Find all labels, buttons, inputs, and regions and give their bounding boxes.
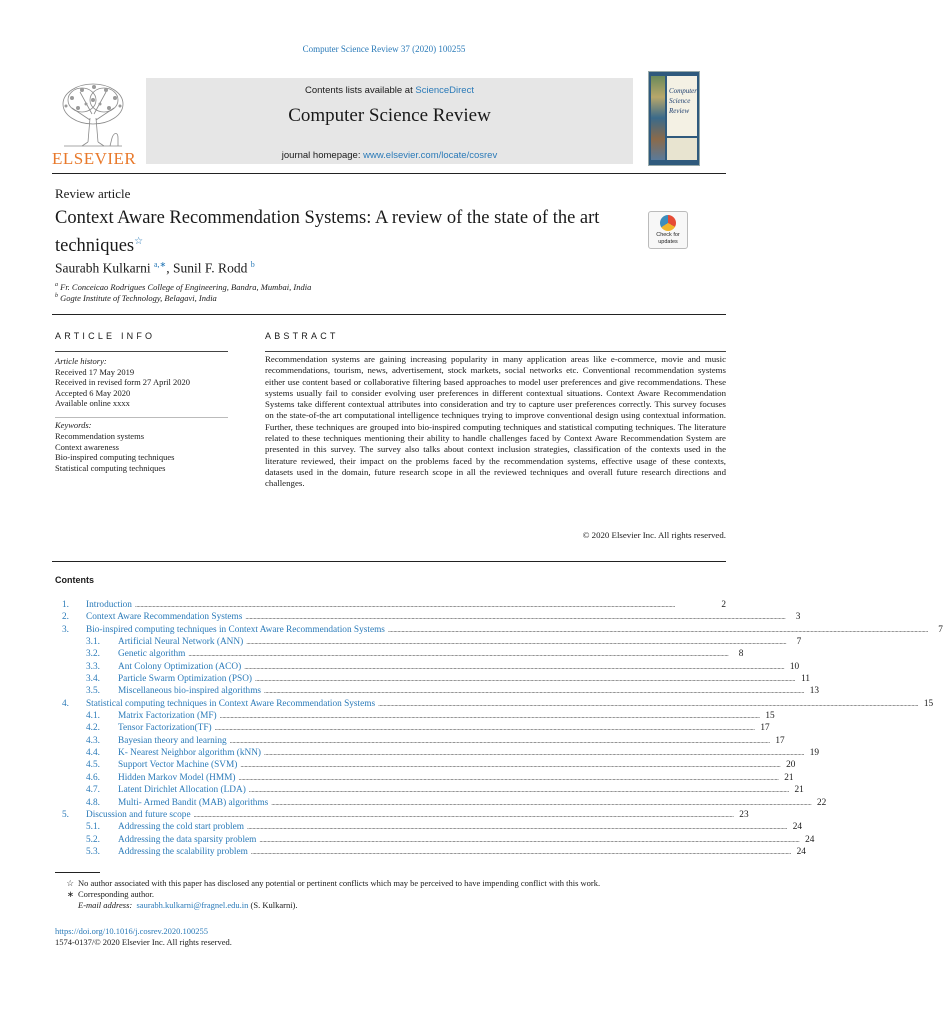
footnote-conflict-text: No author associated with this paper has disclosed any potential or pertinent conflicts which may be perceived to have impending conflict with this work.	[78, 878, 601, 888]
toc-entry[interactable]	[62, 834, 815, 846]
toc-page-number: 21	[784, 772, 794, 783]
article-type: Review article	[55, 186, 131, 201]
toc-dot-leader: ................................................................................................................................................................................................................................................................................................................................................................................................................	[134, 601, 675, 609]
toc-page-number: 24	[792, 822, 803, 833]
abstract-text: Recommendation systems are gaining increasing popularity in many application areas like e-commerce, movie and music recommendations, tourism, news, advertisement, stock markets, social networks etc. Conventional recommendation systems either use content based or collaborative filtering based approaches to model user preferences and give recommendations. These systems usually fail to consider evolving user preferences in different contextual situations. Context Aware Recommendation Systems take different contextual attributes into consideration and try to capture user preferences correctly. This survey focuses on the state-of-the art computational intelligence techniques trying to improve conventional design using contextual information. Further, these techniques are grouped into bio-inspired computing techniques and statistical computing techniques. The literature related to these techniques mentioning their ability to handle challenges faced by Context Aware Recommendation System are presented in this survey. The survey also talks about context inclusion strategies, classification of the contexts used in the literature reviewed, their impact on the problems faced by the recommendation systems, effective usage of these contexts, datasets used in the domain, future research scope in all the reviewed techniques and overall future research directions and challenges.	[265, 354, 726, 489]
keywords-label: Keywords:	[55, 420, 92, 430]
toc-entry-number: 4.2.	[86, 723, 100, 734]
toc-page-number: 22	[817, 797, 827, 808]
header-divider	[52, 173, 726, 174]
toc-page-number: 11	[801, 674, 811, 685]
toc-page-number: 10	[789, 661, 800, 672]
toc-entry-link[interactable]: Ant Colony Optimization (ACO)	[118, 661, 242, 672]
author-affiliation-mark[interactable]: a,∗	[153, 260, 167, 269]
paper-title-text: Context Aware Recommendation Systems: A review of the state of the art techniques	[55, 208, 600, 257]
toc-entry[interactable]	[62, 784, 804, 796]
toc-dot-leader: ................................................................................................................................................................................................................................................................................................................................................................................................................	[255, 675, 796, 684]
issn-copyright: 1574-0137/© 2020 Elsevier Inc. All rights reserved.	[55, 937, 232, 947]
toc-entry-link[interactable]: Genetic algorithm	[118, 649, 186, 660]
toc-entry[interactable]	[62, 772, 794, 784]
abstract-heading: ABSTRACT	[265, 331, 339, 341]
toc-entry-number: 5.3.	[86, 846, 100, 857]
toc-entry-number: 3.4.	[86, 674, 100, 685]
crossmark-icon	[660, 215, 676, 231]
check-updates-line: Check for	[656, 232, 680, 238]
article-history	[55, 356, 230, 409]
history-entry: Received in revised form 27 April 2020	[55, 377, 191, 387]
toc-entry-number: 4.6.	[86, 772, 100, 783]
toc-entry-link[interactable]: Matrix Factorization (MF)	[118, 711, 217, 722]
title-footnote-mark[interactable]: ☆	[134, 236, 144, 247]
toc-entry-number: 5.	[62, 809, 69, 820]
toc-dot-leader: ................................................................................................................................................................................................................................................................................................................................................................................................................	[219, 712, 760, 721]
toc-page-number: 21	[794, 785, 804, 796]
toc-entry-number: 4.4.	[86, 748, 100, 759]
toc-entry-number: 2.	[62, 612, 69, 623]
abstract-copyright: © 2020 Elsevier Inc. All rights reserved.	[582, 530, 726, 540]
keyword: Bio-inspired computing techniques	[55, 452, 175, 463]
toc-dot-leader: ................................................................................................................................................................................................................................................................................................................................................................................................................	[247, 823, 788, 832]
toc-entry[interactable]	[62, 624, 943, 636]
toc-entry[interactable]	[62, 846, 806, 858]
toc-page-number: 23	[739, 809, 749, 820]
toc-entry-link[interactable]: Artificial Neural Network (ANN)	[118, 637, 244, 648]
paper-title	[55, 206, 635, 258]
contents-title: Contents	[55, 575, 94, 585]
toc-entry[interactable]	[62, 611, 801, 623]
toc-entry-number: 3.3.	[86, 661, 100, 672]
toc-page-number: 24	[805, 834, 815, 845]
toc-entry[interactable]	[62, 759, 796, 771]
toc-entry-link[interactable]: Tensor Factorization(TF)	[118, 723, 212, 734]
toc-entry-link[interactable]: Bayesian theory and learning	[118, 735, 227, 746]
homepage-link[interactable]: www.elsevier.com/locate/cosrev	[363, 150, 498, 161]
toc-page-number: 15	[765, 711, 775, 722]
toc-entry-number: 3.	[62, 624, 69, 635]
toc-dot-leader: ................................................................................................................................................................................................................................................................................................................................................................................................................	[245, 613, 786, 622]
toc-entry[interactable]	[62, 710, 775, 722]
article-info-heading: ARTICLE INFO	[55, 331, 156, 341]
toc-page-number: 17	[775, 735, 785, 746]
toc-page-number: 17	[760, 723, 770, 734]
toc-entry-link[interactable]: Particle Swarm Optimization (PSO)	[118, 674, 253, 685]
footnote-corresponding-text: Corresponding author.	[78, 889, 155, 899]
toc-entry-number: 3.1.	[86, 637, 100, 648]
toc-entry-link[interactable]: Multi- Armed Bandit (MAB) algorithms	[118, 797, 269, 808]
footnote-rule	[55, 872, 100, 873]
toc-entry[interactable]	[62, 661, 800, 673]
toc-dot-leader: ................................................................................................................................................................................................................................................................................................................................................................................................................	[271, 798, 812, 807]
author-name[interactable]: Saurabh Kulkarni	[55, 260, 151, 276]
toc-entry-link[interactable]: Discussion and future scope	[86, 809, 191, 820]
homepage-prefix: journal homepage:	[281, 150, 364, 161]
page-footer	[55, 926, 232, 948]
journal-banner	[146, 78, 633, 164]
affiliation-mark: a	[55, 282, 58, 289]
toc-dot-leader: ................................................................................................................................................................................................................................................................................................................................................................................................................	[188, 650, 729, 659]
toc-entry[interactable]	[62, 735, 785, 747]
footnote-conflict	[60, 878, 720, 889]
toc-entry-number: 5.2.	[86, 834, 100, 845]
toc-entry-link[interactable]: Hidden Markov Model (HMM)	[118, 772, 236, 783]
toc-page-number: 2	[721, 600, 726, 610]
toc-dot-leader: ................................................................................................................................................................................................................................................................................................................................................................................................................	[250, 847, 791, 856]
toc-dot-leader: ................................................................................................................................................................................................................................................................................................................................................................................................................	[244, 662, 785, 671]
toc-dot-leader: ................................................................................................................................................................................................................................................................................................................................................................................................................	[238, 773, 779, 782]
toc-entry-link[interactable]: Support Vector Machine (SVM)	[118, 760, 238, 771]
toc-dot-leader: ................................................................................................................................................................................................................................................................................................................................................................................................................	[193, 810, 734, 819]
toc-entry[interactable]	[62, 722, 770, 734]
footnote-star-symbol: ☆	[66, 878, 74, 888]
contents-divider	[52, 561, 726, 562]
toc-entry[interactable]	[62, 673, 811, 685]
journal-reference[interactable]: Computer Science Review 37 (2020) 100255	[302, 44, 466, 54]
toc-entry[interactable]	[62, 685, 820, 697]
keywords	[55, 420, 230, 474]
keyword: Statistical computing techniques	[55, 463, 166, 474]
footnotes	[60, 878, 720, 911]
affiliation-text: Gogte Institute of Technology, Belagavi, India	[60, 293, 217, 303]
cover-title-line: Computer	[669, 87, 697, 95]
toc-entry-number: 4.5.	[86, 760, 100, 771]
doi-link[interactable]: https://doi.org/10.1016/j.cosrev.2020.100255	[55, 926, 208, 936]
toc-entry[interactable]	[62, 797, 827, 809]
toc-dot-leader: ................................................................................................................................................................................................................................................................................................................................................................................................................	[387, 625, 928, 634]
journal-title: Computer Science Review	[288, 105, 491, 126]
keywords-rule	[55, 417, 228, 418]
toc-entry-link[interactable]: Addressing the data sparsity problem	[118, 834, 257, 845]
history-entry: Accepted 6 May 2020	[55, 387, 131, 398]
toc-page-number: 7	[796, 637, 802, 648]
toc-entry[interactable]	[62, 698, 934, 710]
toc-entry[interactable]	[62, 809, 749, 821]
keyword: Recommendation systems	[55, 430, 145, 441]
toc-entry-number: 4.	[62, 698, 69, 709]
toc-entry-link[interactable]: Addressing the cold start problem	[118, 822, 244, 833]
toc-entry-number: 5.1.	[86, 822, 100, 833]
toc-entry-number: 1.	[62, 600, 69, 610]
toc-entry-link[interactable]: Miscellaneous bio-inspired algorithms	[118, 686, 262, 697]
article-history-label: Article history:	[55, 356, 107, 366]
affiliation-text: Fr. Conceicao Rodrigues College of Engineering, Bandra, Mumbai, India	[60, 282, 312, 292]
toc-dot-leader: ................................................................................................................................................................................................................................................................................................................................................................................................................	[264, 687, 805, 696]
footnote-asterisk-symbol: ∗	[66, 889, 74, 899]
journal-cover-image	[648, 71, 700, 166]
footnote-corresponding	[60, 889, 720, 900]
section-divider	[52, 314, 726, 315]
history-entry: Available online xxxx	[55, 398, 130, 408]
article-info-rule	[55, 351, 228, 352]
toc-page-number: 15	[923, 698, 934, 709]
toc-dot-leader: ................................................................................................................................................................................................................................................................................................................................................................................................................	[378, 699, 919, 708]
check-updates-line: updates	[658, 238, 678, 245]
email-link[interactable]: saurabh.kulkarni@fragnel.edu.in	[136, 900, 249, 910]
toc-entry-link[interactable]: Addressing the scalability problem	[118, 846, 248, 857]
toc-entry-link[interactable]: Latent Dirichlet Allocation (LDA)	[118, 785, 246, 796]
toc-entry-link[interactable]: Context Aware Recommendation Systems	[86, 612, 243, 623]
cover-title	[669, 86, 697, 116]
toc-page-number: 20	[786, 760, 796, 771]
toc-page-number: 8	[738, 649, 744, 660]
toc-entry-link[interactable]: Bio-inspired computing techniques in Context Aware Recommendation Systems	[86, 624, 385, 635]
toc-entry-number: 3.2.	[86, 649, 100, 660]
author-separator: ,	[166, 260, 173, 276]
cover-title-line: Review	[669, 107, 690, 115]
toc-entry-number: 4.3.	[86, 735, 100, 746]
contents-prefix: Contents lists available at	[305, 85, 416, 96]
abstract-rule	[265, 351, 726, 352]
check-updates-label	[649, 232, 687, 245]
cover-image-strip	[651, 76, 665, 160]
toc-entry-number: 3.5.	[86, 686, 100, 697]
footnote-email	[60, 900, 720, 911]
toc-dot-leader: ................................................................................................................................................................................................................................................................................................................................................................................................................	[264, 749, 805, 758]
toc-dot-leader: ................................................................................................................................................................................................................................................................................................................................................................................................................	[259, 835, 800, 844]
toc-entry-link[interactable]: Statistical computing techniques in Context Aware Recommendation Systems	[86, 698, 376, 709]
toc-entry[interactable]	[62, 747, 820, 759]
toc-dot-leader: ................................................................................................................................................................................................................................................................................................................................................................................................................	[240, 761, 781, 770]
email-label: E-mail address:	[78, 900, 133, 910]
author-affiliation-mark[interactable]: b	[250, 260, 255, 269]
toc-entry[interactable]	[62, 821, 803, 833]
toc-page-number: 19	[809, 748, 820, 759]
toc-dot-leader: ................................................................................................................................................................................................................................................................................................................................................................................................................	[229, 736, 770, 745]
check-for-updates-button[interactable]	[648, 211, 688, 249]
table-of-contents	[62, 599, 943, 858]
history-entry: Received 17 May 2019	[55, 366, 135, 377]
cover-bottom-panel	[667, 138, 697, 160]
elsevier-logo-text: ELSEVIER	[52, 149, 137, 168]
toc-dot-leader: ................................................................................................................................................................................................................................................................................................................................................................................................................	[214, 724, 755, 733]
toc-dot-leader: ................................................................................................................................................................................................................................................................................................................................................................................................................	[246, 638, 787, 647]
author-list	[55, 260, 255, 277]
toc-entry-link[interactable]: Introduction	[86, 600, 132, 610]
toc-page-number: 3	[795, 612, 801, 623]
affiliation-mark: b	[55, 293, 58, 300]
toc-page-number: 24	[796, 846, 806, 857]
keyword: Context awareness	[55, 441, 119, 452]
cover-title-line: Science	[669, 97, 691, 105]
contents-availability	[146, 85, 633, 96]
affiliation	[55, 282, 311, 292]
toc-entry-link[interactable]: K- Nearest Neighbor algorithm (kNN)	[118, 748, 262, 759]
toc-entry[interactable]	[62, 599, 726, 611]
journal-homepage	[146, 150, 633, 161]
toc-entry-number: 4.1.	[86, 711, 100, 722]
affiliation	[55, 293, 217, 303]
sciencedirect-link[interactable]: ScienceDirect	[415, 85, 474, 96]
toc-entry[interactable]	[62, 648, 744, 660]
email-suffix: (S. Kulkarni).	[248, 900, 298, 910]
author-name[interactable]: Sunil F. Rodd	[173, 260, 248, 276]
toc-dot-leader: ................................................................................................................................................................................................................................................................................................................................................................................................................	[248, 786, 789, 795]
toc-entry-number: 4.7.	[86, 785, 100, 796]
toc-page-number: 13	[809, 686, 820, 697]
toc-entry[interactable]	[62, 636, 802, 648]
toc-page-number: 7	[938, 624, 943, 635]
toc-entry-number: 4.8.	[86, 797, 100, 808]
